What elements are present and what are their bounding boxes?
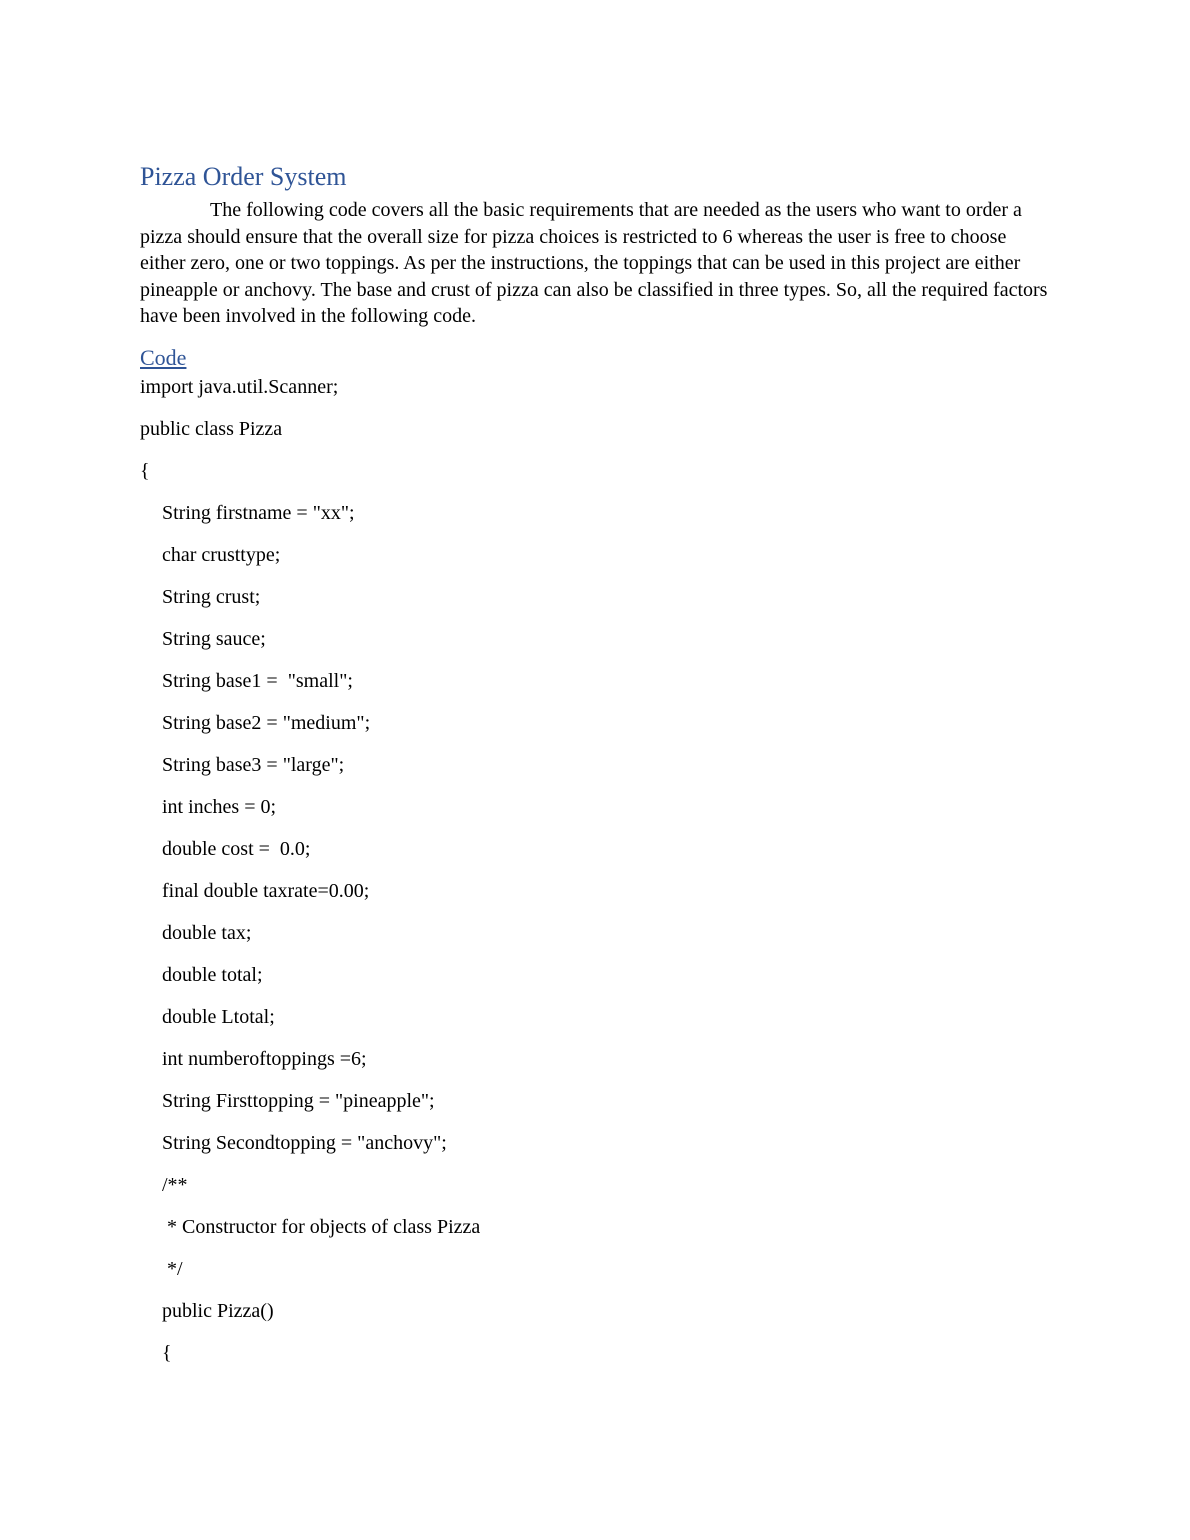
code-line: * Constructor for objects of class Pizza — [162, 1216, 481, 1238]
code-line: char crusttype; — [162, 544, 281, 566]
code-line: String firstname = "xx"; — [162, 502, 355, 524]
code-line: */ — [162, 1258, 183, 1280]
code-line: String sauce; — [162, 628, 266, 650]
code-line: import java.util.Scanner; — [140, 376, 339, 398]
code-listing — [140, 374, 480, 1382]
code-line: /** — [162, 1174, 188, 1196]
code-line: String base1 = "small"; — [162, 670, 353, 692]
document-title: Pizza Order System — [140, 162, 347, 191]
code-line: public Pizza() — [162, 1300, 274, 1322]
code-line: String Firsttopping = "pineapple"; — [162, 1090, 435, 1112]
intro-paragraph: The following code covers all the basic requirements that are needed as the users who want to order a pizza should ensure that the overall size for pizza choices is restricted to 6 whereas the user is free to choose either zero, one or two toppings. As per the instructions, the toppings that can be used in this project are either pineapple or anchovy. The base and crust of pizza can also be classified in three types. So, all the required factors have been involved in the following code. — [140, 199, 1048, 327]
code-line: double total; — [162, 964, 263, 986]
code-line: String crust; — [162, 586, 261, 608]
code-line: int inches = 0; — [162, 796, 277, 818]
code-line: double Ltotal; — [162, 1006, 275, 1028]
code-line: final double taxrate=0.00; — [162, 880, 370, 902]
code-line: { — [140, 460, 150, 482]
code-section-heading: Code — [140, 345, 187, 370]
code-line: { — [162, 1342, 172, 1364]
code-line: public class Pizza — [140, 418, 283, 440]
code-line: String base3 = "large"; — [162, 754, 345, 776]
code-line: double cost = 0.0; — [162, 838, 311, 860]
code-line: String base2 = "medium"; — [162, 712, 371, 734]
code-line: int numberoftoppings =6; — [162, 1048, 367, 1070]
code-line: String Secondtopping = "anchovy"; — [162, 1132, 447, 1154]
code-line: double tax; — [162, 922, 252, 944]
